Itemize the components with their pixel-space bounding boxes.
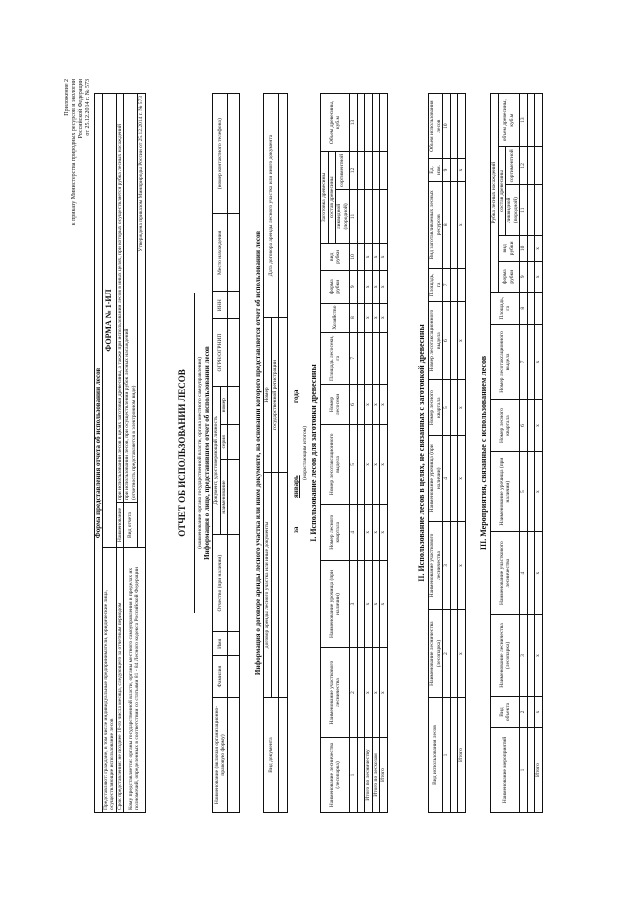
- period-year: года: [292, 389, 300, 403]
- row-label: Итого по лесничеству: [365, 737, 373, 812]
- deadline: Срок представления: не позднее 10-го числа месяца, следующего за отчетным периодом: [116, 547, 124, 812]
- column-number: 10: [350, 243, 358, 270]
- s3-header: объем древесины, куб.м: [498, 93, 520, 146]
- s3-header: сортиментной: [506, 146, 520, 184]
- table-row: [458, 93, 466, 812]
- cell: [228, 318, 240, 386]
- cell: x: [372, 504, 380, 560]
- cell: [450, 158, 458, 180]
- cell: [527, 614, 535, 696]
- cell: [228, 424, 240, 460]
- appendix-line: от 25.12.2014 г. № 573: [85, 78, 91, 136]
- cell: [450, 379, 458, 434]
- header-box: [94, 93, 146, 813]
- s3-number-row: [520, 93, 528, 812]
- cell: x: [458, 609, 466, 697]
- column-number: 4: [520, 531, 528, 614]
- s1-header: Площадь лесосеки, га: [321, 332, 350, 384]
- cell: [228, 291, 240, 318]
- cell: x: [372, 424, 380, 503]
- cell: [527, 93, 535, 146]
- cell: [535, 146, 543, 184]
- cell: x: [535, 531, 543, 614]
- cell: [527, 146, 535, 184]
- s2-header: Объем использования лесов: [429, 93, 443, 158]
- report-title: ОТЧЕТ ОБ ИСПОЛЬЗОВАНИИ ЛЕСОВ: [177, 368, 187, 537]
- s2-header: Номер лесотаксационного выдела: [429, 301, 443, 380]
- cell: [372, 151, 380, 189]
- person-header: номер: [220, 386, 228, 424]
- cell: [365, 189, 373, 243]
- cell: [357, 243, 365, 270]
- row-label: Итого: [380, 737, 388, 812]
- s1-header: состав древесины: [328, 151, 336, 243]
- column-number: 2: [443, 609, 451, 697]
- cell: [535, 292, 543, 324]
- s2-header: Наименование лесничества (лесопарка): [429, 609, 443, 697]
- cell: [365, 332, 373, 384]
- cell: x: [372, 560, 380, 647]
- type-value-text: при использовании лесов, при осуществлении рубок лесных насаждений: [124, 328, 130, 500]
- cell: [380, 151, 388, 189]
- cell: x: [458, 521, 466, 609]
- cell: [228, 93, 240, 213]
- s1-header: форма рубки: [321, 270, 350, 303]
- column-number: 8: [350, 303, 358, 332]
- cell: x: [458, 379, 466, 434]
- section2-title: II. Использование лесов в целях, не связанных с заготовкой древесины: [417, 323, 426, 582]
- table-row: [527, 93, 535, 812]
- contract-header: государственной регистрации: [271, 317, 279, 472]
- s2-header: Наименование урочища (при наличии): [429, 435, 443, 521]
- column-number: 12: [520, 146, 528, 184]
- cell: x: [365, 504, 373, 560]
- cell: [228, 386, 240, 424]
- cell: [450, 521, 458, 609]
- s3-header: Наименование мероприятий: [491, 727, 520, 812]
- s2-number-row: [443, 93, 451, 812]
- column-number: 7: [350, 332, 358, 384]
- contract-header: Вид документа: [264, 697, 279, 812]
- column-number: 1: [350, 737, 358, 812]
- person-header: Место нахождения: [213, 213, 228, 291]
- cell: [450, 268, 458, 301]
- cell: [279, 697, 288, 812]
- column-number: 5: [443, 379, 451, 434]
- cell: x: [535, 614, 543, 696]
- cell: [228, 697, 240, 812]
- cell: [372, 332, 380, 384]
- cell: [357, 647, 365, 737]
- column-number: 9: [443, 158, 451, 180]
- cell: [357, 270, 365, 303]
- s1-header: сортиментной: [336, 151, 350, 189]
- cell: [228, 213, 240, 291]
- s1-header: Номер лесного квартала: [321, 504, 350, 560]
- cell: x: [365, 384, 373, 424]
- column-number: 11: [520, 184, 528, 235]
- contract-header: Дата договора аренды лесного участка или иного документа: [264, 93, 279, 317]
- cell: [365, 151, 373, 189]
- column-number: 10: [443, 93, 451, 158]
- submitters: Представляют: граждане, в том числе индивидуальные предприниматели, юридические лица, осуществляющие использование лесов: [102, 547, 116, 812]
- cell: [357, 151, 365, 189]
- column-number: 5: [520, 451, 528, 531]
- cell: [380, 189, 388, 243]
- cell: [380, 332, 388, 384]
- section1-title: I. Использование лесов для заготовки древесины: [309, 363, 318, 542]
- s3-header: Площадь, га: [491, 292, 520, 324]
- form-name: ФОРМА № 1-ИЛ: [102, 93, 116, 547]
- s1-header: Номер лесотаксационного выдела: [321, 424, 350, 503]
- period-za: за: [292, 526, 300, 533]
- cell: [357, 303, 365, 332]
- cell: x: [458, 181, 466, 268]
- cell: [372, 93, 380, 151]
- person-header: Наименование (включая организационно-правовую форму): [213, 697, 228, 812]
- cell: [228, 655, 240, 697]
- cell: [527, 292, 535, 324]
- person-title: Информация о лице, представившем отчет об использовании лесов: [203, 345, 211, 560]
- cell: x: [535, 324, 543, 399]
- cell: x: [380, 243, 388, 270]
- cell: x: [365, 270, 373, 303]
- column-number: 12: [350, 151, 358, 189]
- cell: [357, 332, 365, 384]
- s3-header: Наименование участкового лесничества: [491, 531, 520, 614]
- cell: [450, 93, 458, 158]
- cell: [535, 93, 543, 146]
- cell: [271, 472, 279, 697]
- s2-header: Номер лесного квартала: [429, 379, 443, 434]
- s2-header: Вид использования лесов: [429, 697, 443, 812]
- s3-header: ликвидной (породной): [506, 184, 520, 235]
- period-note: (нарастающим итогом): [302, 425, 308, 480]
- person-header: Фамилия: [213, 655, 228, 697]
- cell: [527, 531, 535, 614]
- s3-header: состав древесины: [498, 146, 506, 235]
- cell: [228, 534, 240, 632]
- cell: x: [380, 303, 388, 332]
- person-header: Документ, удостоверяющий личность: [213, 386, 221, 534]
- person-header: ОГРН/ОГРНИП: [213, 318, 228, 386]
- cell: x: [372, 303, 380, 332]
- cell: [535, 184, 543, 235]
- approved: Утверждена приказом Минприроды России от 25.12.2014 г. № 573: [138, 93, 146, 547]
- person-header: ИНН: [213, 291, 228, 318]
- section1-table: [320, 93, 388, 813]
- cell: [279, 472, 288, 697]
- column-number: 2: [350, 647, 358, 737]
- cell: x: [458, 158, 466, 180]
- s1-header: вид рубки: [321, 243, 350, 270]
- section3-table: [490, 93, 543, 813]
- column-number: 8: [443, 181, 451, 268]
- cell: x: [380, 384, 388, 424]
- table-row: [372, 93, 380, 812]
- cell: x: [372, 647, 380, 737]
- cell: [450, 181, 458, 268]
- appendix-line: к приказу Министерства природных ресурсов и экологии: [71, 78, 77, 225]
- cell: x: [372, 243, 380, 270]
- cell: [458, 268, 466, 301]
- column-number: 3: [520, 614, 528, 696]
- column-number: 13: [520, 93, 528, 146]
- cell: [357, 93, 365, 151]
- appendix-line: Российской Федерации: [78, 78, 84, 138]
- cell: x: [458, 301, 466, 380]
- cell: x: [535, 451, 543, 531]
- column-number: 1: [443, 697, 451, 812]
- column-number: 8: [520, 292, 528, 324]
- s1-header: Наименование урочища (при наличии): [321, 560, 350, 647]
- person-header: Имя: [213, 631, 228, 655]
- appendix-note: [64, 79, 92, 339]
- s1-header: ликвидной (породной): [336, 189, 350, 243]
- period-month: январь: [292, 474, 300, 498]
- cell: [357, 189, 365, 243]
- table-row: [535, 93, 543, 812]
- s1-number-row: [350, 93, 358, 812]
- cell: x: [458, 435, 466, 521]
- name-label: Наименование: [116, 502, 124, 547]
- cell: x: [365, 424, 373, 503]
- column-number: 11: [350, 189, 358, 243]
- cell: [380, 93, 388, 151]
- cell: [228, 459, 240, 534]
- s2-header: Вид заготавливаемых лесных ресурсов: [429, 181, 443, 268]
- column-number: 10: [520, 235, 528, 261]
- s3-header: вид рубки: [498, 235, 520, 261]
- cell: [527, 324, 535, 399]
- column-number: 6: [443, 301, 451, 380]
- person-table: [212, 93, 240, 813]
- cell: [450, 697, 458, 812]
- column-number: 6: [520, 399, 528, 451]
- cell: x: [535, 399, 543, 451]
- column-number: 4: [350, 504, 358, 560]
- type-note: (отчетность представляется в электронном виде): [130, 385, 137, 500]
- cell: [357, 504, 365, 560]
- column-number: 3: [350, 560, 358, 647]
- s3-header: Номер лесного квартала: [491, 399, 520, 451]
- column-number: 6: [350, 384, 358, 424]
- cell: [527, 727, 535, 812]
- row-label: Итого: [458, 697, 466, 812]
- cell: x: [372, 384, 380, 424]
- contract-title: Информация о договоре аренды лесного участка или ином документе, на основании которого представляется отчет об использовании лесов: [254, 230, 262, 675]
- s3-header: форма рубки: [498, 261, 520, 292]
- column-number: 7: [520, 324, 528, 399]
- cell: x: [365, 647, 373, 737]
- column-number: 4: [443, 435, 451, 521]
- person-header: наименование: [220, 459, 228, 534]
- s2-header: Ед. изм.: [429, 158, 443, 180]
- s1-header: Заготовка древесины: [321, 151, 329, 243]
- cell: [527, 261, 535, 292]
- s3-header: Вид объекта: [491, 696, 520, 727]
- cell: [527, 451, 535, 531]
- cell: x: [380, 504, 388, 560]
- cell: x: [380, 424, 388, 503]
- column-number: 9: [350, 270, 358, 303]
- appendix-line: Приложение 2: [64, 78, 70, 116]
- cell: x: [365, 303, 373, 332]
- section2-table: [428, 93, 466, 813]
- cell: [357, 424, 365, 503]
- cell: [527, 184, 535, 235]
- table-row: [450, 93, 458, 812]
- contract-header: Номер: [264, 317, 272, 472]
- cell: [365, 93, 373, 151]
- column-number: 9: [520, 261, 528, 292]
- cell: x: [535, 235, 543, 261]
- row-label: Итого по лесхозам: [372, 737, 380, 812]
- column-number: 13: [350, 93, 358, 151]
- column-number: 5: [350, 424, 358, 503]
- cell: [527, 696, 535, 727]
- type-label: Вид отчета: [124, 502, 138, 547]
- column-number: 2: [520, 696, 528, 727]
- header-title: Форма представления отчета об использовании лесов: [95, 93, 103, 812]
- s3-header: Рубка лесных насаждений: [491, 93, 499, 292]
- person-header: (номер контактного телефона): [213, 93, 228, 213]
- column-number: 1: [520, 727, 528, 812]
- contract-table: [263, 93, 288, 813]
- authority-line: [194, 293, 195, 613]
- cell: x: [380, 647, 388, 737]
- cell: x: [365, 560, 373, 647]
- cell: [527, 399, 535, 451]
- contract-header: договор аренды лесного участка или иные документы: [264, 472, 272, 697]
- s1-header: Наименование участкового лесничества: [321, 647, 350, 737]
- person-header: серия: [220, 424, 228, 460]
- cell: [228, 631, 240, 655]
- table-row: [365, 93, 373, 812]
- table-row: [357, 93, 365, 812]
- cell: [357, 384, 365, 424]
- cell: [279, 93, 288, 317]
- s2-header: Площадь, га: [429, 268, 443, 301]
- cell: [527, 235, 535, 261]
- section3-title: III. Мероприятия, связанные с использованием лесов: [479, 355, 488, 550]
- cell: x: [365, 243, 373, 270]
- s1-header: Номер лесосеки: [321, 384, 350, 424]
- s1-header: Объем древесины, куб.м: [321, 93, 350, 151]
- recipient: Кому представляется: органы государственной власти, органы местного самоуправления в пределах их полномочий, определенных в соответствии со статьями 81 - 84 Лесного кодекса Российской Федерации: [124, 547, 146, 812]
- s3-header: Номер лесотаксационного выдела: [491, 324, 520, 399]
- person-header: Отчество (при наличии): [213, 534, 228, 632]
- column-number: 3: [443, 521, 451, 609]
- cell: [357, 737, 365, 812]
- s1-header: Наименование лесничества (лесопарка): [321, 737, 350, 812]
- cell: [372, 189, 380, 243]
- cell: [450, 435, 458, 521]
- s3-header: Наименование лесничества (лесопарка): [491, 614, 520, 696]
- cell: x: [380, 560, 388, 647]
- s3-header: Наименование урочища (при наличии): [491, 451, 520, 531]
- cell: [458, 93, 466, 158]
- cell: [357, 560, 365, 647]
- cell: [279, 317, 288, 472]
- s2-header: Наименование участкового лесничества: [429, 521, 443, 609]
- cell: x: [380, 270, 388, 303]
- rotated-form-sheet: [60, 73, 580, 833]
- cell: x: [372, 270, 380, 303]
- cell: x: [535, 696, 543, 727]
- cell: x: [535, 261, 543, 292]
- cell: [450, 609, 458, 697]
- name-value: при использовании лесов в целях заготовки древесины, а также при использовании лесов в иных целях, при которых осуществляется рубка лесных насаждений: [116, 93, 124, 502]
- cell: [450, 301, 458, 380]
- authority-note: (наименование органа государственной власти, органа местного самоуправления): [197, 356, 203, 549]
- type-value: [124, 93, 138, 502]
- s1-header: Хозяйство: [321, 303, 350, 332]
- column-number: 7: [443, 268, 451, 301]
- row-label: Итого: [535, 727, 543, 812]
- table-row: [380, 93, 388, 812]
